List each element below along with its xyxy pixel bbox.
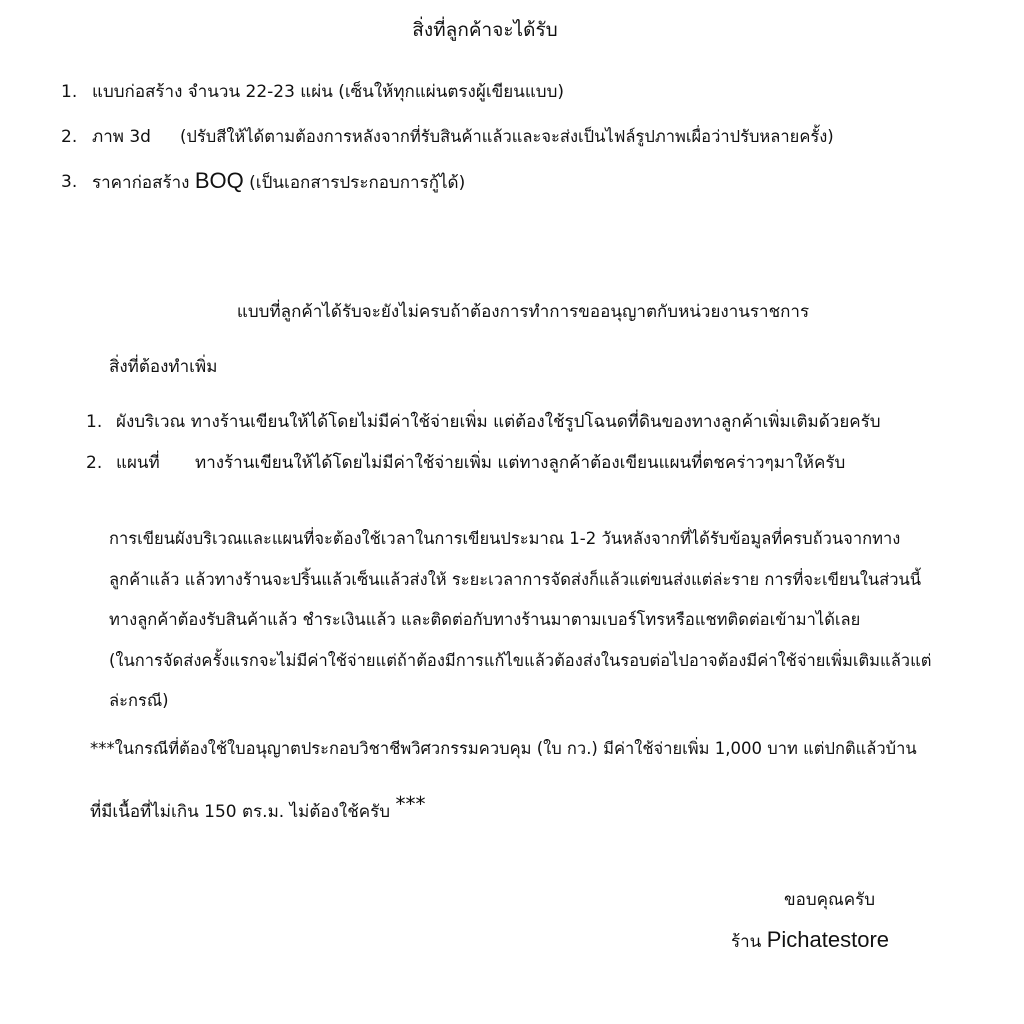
receive-item-3-text bbox=[92, 169, 465, 195]
extra-item-2-number: 2. bbox=[86, 453, 103, 473]
license-note-line-1: ***ในกรณีที่ต้องใช้ใบอนุญาตประกอบวิชาชีพวิศวกรรมควบคุม (ใบ กว.) มีค่าใช้จ่ายเพิ่ม 1,000 บาท แต่ปกติแล้วบ้าน bbox=[90, 739, 917, 758]
shop-name: Pichatestore bbox=[766, 927, 890, 952]
license-note-line-2 bbox=[90, 792, 426, 824]
license-note-stars: *** bbox=[395, 792, 426, 816]
page-title: สิ่งที่ลูกค้าจะได้รับ bbox=[412, 19, 558, 41]
shop-prefix: ร้าน bbox=[731, 932, 762, 952]
extra-heading: สิ่งที่ต้องทำเพิ่ม bbox=[109, 357, 218, 377]
paragraph-line-2: ลูกค้าแล้ว แล้วทางร้านจะปริ้นแล้วเซ็นแล้วส่งให้ ระยะเวลาการจัดส่งก็แล้วแต่ขนส่งแต่ล่ะราย การที่จะเขียนในส่วนนี้ bbox=[109, 570, 922, 589]
paragraph-line-5: ล่ะกรณี) bbox=[109, 691, 169, 710]
paragraph-line-1: การเขียนผังบริเวณและแผนที่จะต้องใช้เวลาในการเขียนประมาณ 1-2 วันหลังจากที่ได้รับข้อมูลที่ครบถ้วนจากทาง bbox=[109, 529, 901, 548]
receive-item-2-number: 2. bbox=[61, 127, 78, 147]
thanks-text: ขอบคุณครับ bbox=[784, 890, 876, 910]
paragraph-line-4: (ในการจัดส่งครั้งแรกจะไม่มีค่าใช้จ่ายแต่ถ้าต้องมีการแก้ไขแล้วต้องส่งในรอบต่อไปอาจต้องมีค่าใช้จ่ายเพิ่มเติมแล้วแต่ bbox=[109, 651, 932, 670]
shop-signature bbox=[731, 928, 889, 954]
extra-item-1-number: 1. bbox=[86, 412, 103, 432]
license-note-text: ที่มีเนื้อที่ไม่เกิน 150 ตร.ม. ไม่ต้องใช้ครับ bbox=[90, 802, 391, 822]
receive-item-3-note: (เป็นเอกสารประกอบการกู้ได้) bbox=[249, 173, 466, 193]
notice-text: แบบที่ลูกค้าได้รับจะยังไม่ครบถ้าต้องการทำการขออนุญาตกับหน่วยงานราชการ bbox=[236, 302, 810, 322]
extra-item-1-text: ผังบริเวณ ทางร้านเขียนให้ได้โดยไม่มีค่าใช้จ่ายเพิ่ม แต่ต้องใช้รูปโฉนดที่ดินของทางลูกค้าเพิ่มเติมด้วยครับ bbox=[116, 412, 881, 432]
receive-item-1-text: แบบก่อสร้าง จำนวน 22-23 แผ่น (เซ็นให้ทุกแผ่นตรงผู้เขียนแบบ) bbox=[92, 82, 565, 102]
receive-item-2-label: ภาพ 3d bbox=[92, 127, 151, 147]
extra-item-2-text: ทางร้านเขียนให้ได้โดยไม่มีค่าใช้จ่ายเพิ่ม แต่ทางลูกค้าต้องเขียนแผนที่ตชคร่าวๆมาให้ครับ bbox=[195, 453, 846, 473]
boq-label: BOQ bbox=[194, 168, 244, 193]
receive-item-3-label: ราคาก่อสร้าง bbox=[92, 173, 190, 193]
paragraph-line-3: ทางลูกค้าต้องรับสินค้าแล้ว ชำระเงินแล้ว และติดต่อกับทางร้านมาตามเบอร์โทรหรือแชทติดต่อเข้ามาได้เลย bbox=[109, 610, 861, 629]
extra-item-2-label: แผนที่ bbox=[116, 453, 160, 473]
receive-item-2-text: (ปรับสีให้ได้ตามต้องการหลังจากที่รับสินค้าแล้วและจะส่งเป็นไฟล์รูปภาพเผื่อว่าปรับหลายครั้ง) bbox=[180, 127, 834, 146]
receive-item-1-number: 1. bbox=[61, 82, 78, 102]
receive-item-3-number: 3. bbox=[61, 172, 78, 192]
